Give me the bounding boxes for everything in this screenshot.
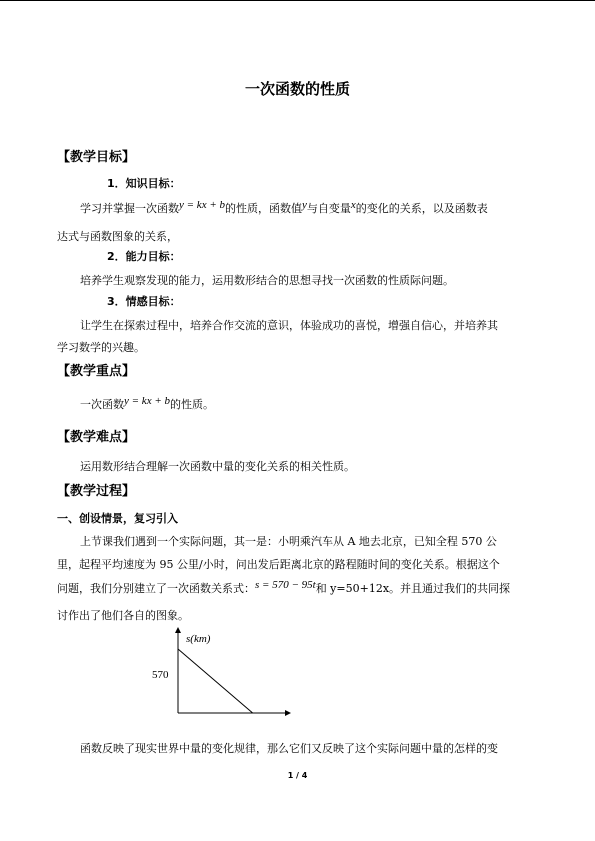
key-points-heading: 【教学重点】 <box>57 364 136 379</box>
ability-heading: 2．能力目标： <box>107 250 181 263</box>
var-y: y <box>302 199 307 211</box>
emotion-line-1: 让学生在探索过程中，培养合作交流的意识，体验成功的喜悦，增强自信心，并培养其 <box>80 319 498 332</box>
series-line <box>178 649 253 713</box>
difficulties-heading: 【教学难点】 <box>57 430 136 445</box>
y-tick-label-570: 570 <box>152 669 169 681</box>
y-axis-label: s(km) <box>186 633 211 645</box>
knowledge-text-post: 的变化的关系，以及函数表 <box>355 202 488 215</box>
difficulties-line-1: 运用数形结合理解一次函数中量的变化关系的相关性质。 <box>80 460 355 473</box>
page-number: 1 / 4 <box>287 771 308 780</box>
section-1-line-3 <box>57 580 510 596</box>
key-points-pre: 一次函数 <box>80 398 124 411</box>
knowledge-heading: 1．知识目标： <box>107 177 181 190</box>
formula-s-570-95t: s = 570 − 95t <box>255 579 316 591</box>
formula-y-kx-b-2: y = kx + b <box>124 395 170 407</box>
objectives-heading: 【教学目标】 <box>57 150 136 165</box>
section-1-line-5: 函数反映了现实世界中量的变化规律，那么它们又反映了这个实际问题中量的怎样的变 <box>80 742 498 755</box>
emotion-line-2: 学习数学的兴趣。 <box>57 341 145 354</box>
var-x: x <box>350 199 356 211</box>
ability-line-1: 培养学生观察发现的能力，运用数形结合的思想寻找一次函数的性质际问题。 <box>80 274 454 287</box>
page-title: 一次函数的性质 <box>244 80 350 98</box>
section-1-heading: 一、创设情景，复习引入 <box>57 512 178 525</box>
knowledge-line-1 <box>80 200 488 216</box>
knowledge-text-pre: 学习并掌握一次函数 <box>80 202 179 215</box>
formula-y-kx-b: y = kx + b <box>179 199 225 211</box>
top-border <box>0 0 595 1</box>
key-points-line <box>80 396 214 412</box>
knowledge-text-mid2: 与自变量 <box>306 202 351 215</box>
section-1-line-3-post: 和 y=50+12x。并且通过我们的共同探 <box>315 582 511 595</box>
process-heading: 【教学过程】 <box>57 484 136 499</box>
knowledge-text-mid1: 的性质，函数值 <box>225 202 302 215</box>
distance-time-chart <box>140 622 310 722</box>
section-1-line-1: 上节课我们遇到一个实际问题，其一是：小明乘汽车从 A 地去北京，已知全程 570 公 <box>80 535 497 548</box>
section-1-line-2: 里，起程平均速度为 95 公里/小时，问出发后距离北京的路程随时间的变化关系。根据这个 <box>57 558 500 571</box>
emotion-heading: 3．情感目标： <box>107 295 181 308</box>
section-1-line-4: 讨作出了他们各自的图象。 <box>57 609 189 622</box>
key-points-post: 的性质。 <box>170 398 214 411</box>
section-1-line-3-pre: 问题，我们分别建立了一次函数关系式： <box>57 582 255 595</box>
knowledge-line-2: 达式与函数图象的关系， <box>57 230 178 243</box>
